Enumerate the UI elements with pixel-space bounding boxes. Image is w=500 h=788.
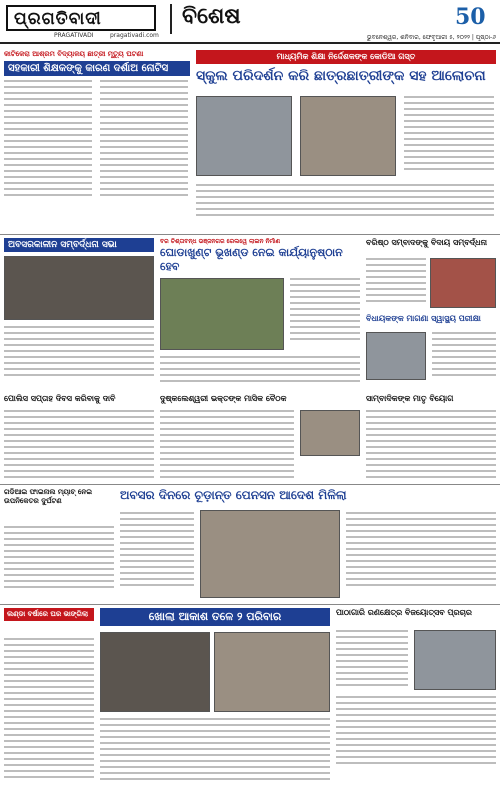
section-divider	[0, 604, 500, 605]
story-left-lower	[4, 394, 154, 408]
story-body	[160, 410, 294, 482]
story-body	[4, 410, 154, 482]
pension-order-photo	[200, 510, 340, 598]
story-body	[4, 638, 94, 782]
story-headline: ଅବସରକାଳୀନ ସମ୍ବର୍ଦ୍ଧନା ସଭା	[4, 238, 154, 252]
library-photo	[414, 630, 496, 690]
story-headline: ଅବସର ଦିନରେ ଚୂଡ଼ାନ୍ତ ପେନସନ ଆଦେଶ ମିଳିଲା	[120, 488, 347, 502]
meeting-photo	[300, 410, 360, 456]
railway-land-photo	[160, 278, 284, 350]
story-headline: ସ୍କୁଲ ପରିଦର୍ଶନ କରି ଛାତ୍ରଛାତ୍ରୀଙ୍କ ସହ ଆଲୋଚନା	[196, 68, 486, 84]
section-divider	[0, 234, 500, 235]
story-headline: ଘୋଡାଖୁଣ୍ଟ ଭୂଖଣ୍ଡ ନେଇ କାର୍ଯ୍ୟାନୁଷ୍ଠାନ ହେବ	[160, 246, 343, 273]
farewell-photo	[430, 258, 496, 308]
section-divider	[0, 484, 500, 485]
story-body	[160, 356, 360, 386]
story-body	[404, 96, 494, 174]
story-body	[432, 332, 496, 380]
house-photo	[100, 632, 210, 712]
story-body	[290, 278, 360, 344]
story-center-lower	[160, 394, 360, 408]
story-bottom-right	[336, 608, 496, 628]
story-bottom-band	[120, 488, 496, 508]
logo-english: PRAGATIVADI	[54, 32, 94, 39]
story-headline: ଲଣ୍ଡା ବର୍ଷାରେ ଘର ଭାଙ୍ଗିଲା	[4, 608, 94, 621]
story-top-left	[4, 50, 190, 230]
logo-url[interactable]: pragativadi.com	[110, 32, 159, 39]
story-kicker: କାଟିକେରା ଆଶ୍ରମ ବିଦ୍ୟାଳୟ ଛାତ୍ରୀ ମୃତ୍ୟୁ ଘଟଣା	[4, 50, 144, 58]
story-body	[336, 630, 408, 690]
story-headline: ଦୁଷ୍କଲେଶ୍ୱରୀ ଭକ୍ତଙ୍କ ମାସିକ ବୈଠକ	[160, 394, 287, 403]
story-headline: ସାମ୍ବାଦିକଙ୍କ ମାତୃ ବିୟୋଗ	[366, 394, 454, 403]
story-body	[196, 184, 494, 220]
story-body	[4, 326, 154, 380]
story-body	[4, 526, 114, 592]
felicitation-photo	[4, 256, 154, 320]
story-headline: ସହକାରୀ ଶିକ୍ଷକଙ୍କୁ କାରଣ ଦର୍ଶାଅ ନୋଟିସ	[4, 61, 190, 76]
health-camp-photo	[366, 332, 426, 380]
logo-text: ପ୍ରଗତିବାଦୀ	[14, 9, 102, 29]
masthead	[0, 0, 500, 44]
story-body	[4, 80, 92, 200]
family-photo	[214, 632, 330, 712]
story-body	[366, 258, 426, 306]
story-mid-right	[366, 238, 496, 258]
school-visit-photo	[196, 96, 292, 176]
story-body	[336, 696, 496, 768]
story-headline: ବିଧାୟକଙ୍କ ମାଗଣା ସ୍ୱାସ୍ଥ୍ୟ ପରୀକ୍ଷା	[366, 314, 481, 323]
story-right-mid	[366, 314, 496, 330]
story-body	[120, 512, 194, 590]
story-bottom-center	[100, 608, 330, 628]
newspaper-logo[interactable]	[6, 5, 156, 31]
anniversary-number: 50	[455, 4, 486, 30]
story-body	[346, 512, 496, 590]
story-headline: ପୋଲିସ ସପ୍ତାହ ଦିବସ କରିବାକୁ ଦାବି	[4, 394, 116, 403]
story-right-lower	[366, 394, 496, 408]
story-body	[100, 718, 330, 784]
story-body	[100, 80, 188, 200]
story-headline: ଖୋଲା ଆକାଶ ତଳେ ୨ ପରିବାର	[100, 608, 330, 626]
story-bottom-band-left	[4, 488, 114, 524]
story-headline: ପାଠାଗାରି ରଣକ୍ଷେତ୍ର ବିଜୟୋତ୍ସବ ପ୍ରଚାର	[336, 608, 472, 617]
story-mid-center	[160, 238, 360, 278]
anniversary-badge	[455, 4, 495, 34]
section-title: ବିଶେଷ	[170, 4, 320, 34]
story-kicker: ମାଧ୍ୟମିକ ଶିକ୍ଷା ନିର୍ଦ୍ଦେଶକଙ୍କ କୋଡିଆ ଗସ୍ତ	[196, 50, 496, 64]
school-visit-photo	[300, 96, 396, 176]
story-headline: ଗଡିଆଇ ଫାଇନାଲ ମ୍ୟାଚ୍ ନେଇ ଉପନିକେତର ଦୁର୍ଘଟଣ	[4, 488, 93, 505]
story-bottom-left	[4, 608, 94, 636]
story-kicker: ବର ଚିଶ୍ତାବନ୍ଧ ଭଞ୍ଜନଗର ରେଲୱେ ଲାଇନ ନିର୍ମାଣ	[160, 238, 281, 245]
dateline: ଭୁବନେଶ୍ୱର, ଶନିବାର, ଫେବୃଆରୀ ୫, ୨୦୨୨ | ପୃଷ୍ଠା-୬	[366, 34, 496, 41]
story-body	[366, 410, 496, 482]
story-headline: ବରିଷ୍ଠ ସମ୍ବାଦଙ୍କୁ ବିଦାୟ ସମ୍ବର୍ଦ୍ଧନା	[366, 238, 488, 247]
